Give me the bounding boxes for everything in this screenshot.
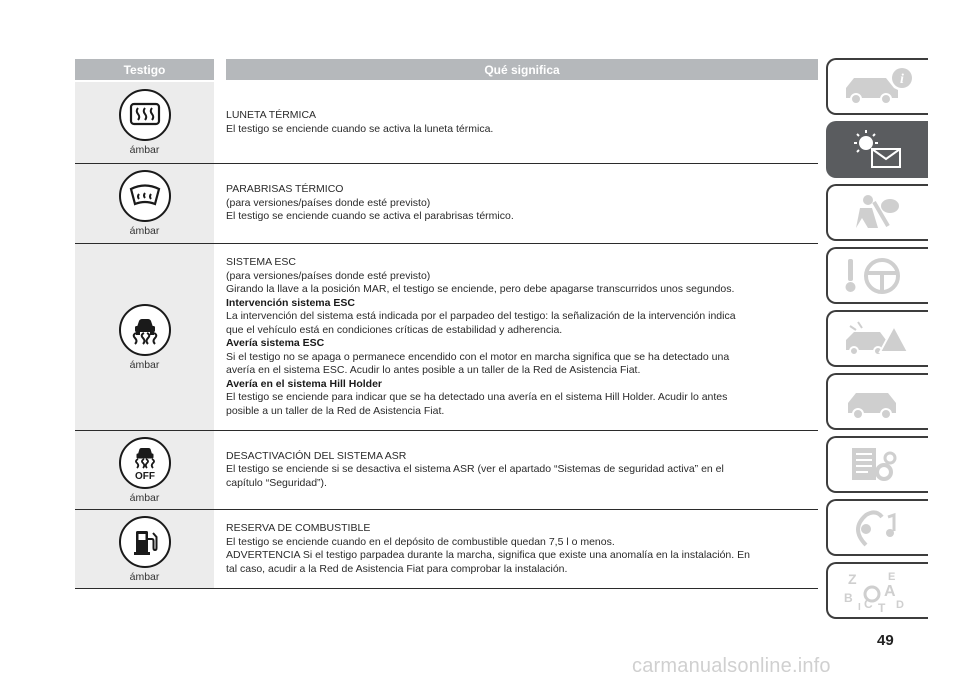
icon-cell [75,82,214,163]
icon-cell [75,431,214,509]
description-line: DESACTIVACIÓN DEL SISTEMA ASR [226,449,407,462]
tab-maintenance[interactable] [826,373,928,430]
tab-emergency[interactable] [826,310,928,367]
table-row [75,510,818,589]
chapter-tabs [826,58,928,625]
description-line: SISTEMA ESC [226,256,297,268]
description-line: (para versiones/países donde esté previsto) [226,196,431,209]
table-row [75,164,818,244]
svg-text:Z: Z [848,570,857,587]
color-label: ámbar [129,225,160,237]
header-testigo: Testigo [75,59,214,80]
esc-icon [119,304,171,356]
description-line: (para versiones/países donde esté previsto) [226,269,431,282]
page-number: 49 [877,632,894,649]
technical-data-icon [838,442,918,488]
alphabetical-index-icon [838,568,918,614]
svg-text:I: I [858,601,861,613]
description-line: El testigo se enciende cuando en el depósito de combustible quedan 7,5 l o menos. [226,535,615,548]
table-row [75,431,818,510]
color-label: ámbar [129,570,160,583]
subheading: Avería sistema ESC [226,337,325,349]
color-label: ámbar [129,144,160,156]
tab-technical-data[interactable] [826,436,928,493]
fuel-reserve-icon [119,516,171,568]
asr-off-icon [119,437,171,489]
subheading: Intervención sistema ESC [226,296,355,309]
svg-text:A: A [884,582,896,600]
description-line: El testigo se enciende cuando se activa el parabrisas térmico. [226,210,514,223]
description-line: ADVERTENCIA Si el testigo parpadea durante la marcha, significa que existe una anomalía en la instalación. En [226,549,750,561]
steering-wheel-key-icon [838,253,918,299]
svg-text:C: C [864,596,873,611]
svg-text:i: i [900,71,904,87]
warning-lights-table [75,59,818,589]
description-line: avería en el sistema ESC. Acudir lo antes posible a un taller de la Red de Asistencia Fiat. [226,364,641,376]
car-info-icon [838,64,918,110]
car-maintenance-icon [838,379,918,425]
windscreen-heating-icon [119,170,171,222]
header-que-significa: Qué significa [226,59,818,80]
table-row [75,244,818,431]
rear-window-defrost-icon [119,89,171,141]
description-line: que el vehículo está en condiciones críticas de estabilidad y adherencia. [226,323,563,336]
table-header [75,59,818,80]
icon-cell [75,164,214,243]
description-cell [214,510,818,588]
multimedia-icon [838,505,918,551]
watermark: carmanualsonline.info [632,655,831,677]
off-label: OFF [134,470,155,482]
description-line: PARABRISAS TÉRMICO [226,183,344,196]
safety-airbag-icon [838,190,918,236]
description-line: La intervención del sistema está indicada por el parpadeo del testigo: la señalización de la intervención indica [226,310,736,322]
svg-text:T: T [878,600,886,614]
emergency-car-icon [838,316,918,362]
description-line: Girando la llave a la posición MAR, el testigo se enciende, pero debe apagarse transcurridos unos segundos. [226,283,735,295]
tab-starting-driving[interactable] [826,247,928,304]
tab-warning-lights[interactable] [826,121,928,178]
color-label: ámbar [129,491,160,504]
description-line: Si el testigo no se apaga o permanece encendido con el motor en marcha significa que se ha detectado una [226,350,730,363]
subheading: Avería en el sistema Hill Holder [226,377,383,390]
description-line: LUNETA TÉRMICA [226,109,317,121]
tab-safety[interactable] [826,184,928,241]
tab-index[interactable] [826,562,928,619]
svg-text:E: E [888,570,896,583]
description-cell [214,244,818,430]
warning-lights-messages-icon [838,127,918,173]
description-line: capítulo “Seguridad”). [226,476,327,489]
description-line: El testigo se enciende cuando se activa la luneta térmica. [226,122,494,135]
description-line: tal caso, acudir a la Red de Asistencia Fiat para comprobar la instalación. [226,562,568,575]
description-cell [214,164,818,243]
description-line: RESERVA DE COMBUSTIBLE [226,522,371,534]
tab-car-info[interactable] [826,58,928,115]
description-cell [214,82,818,163]
svg-text:B: B [844,590,853,605]
description-cell [214,431,818,509]
table-row [75,82,818,164]
tab-multimedia[interactable] [826,499,928,556]
description-line: El testigo se enciende para indicar que se ha detectado una avería en el sistema Hill Holder. Acudir lo antes [226,391,728,403]
svg-text:D: D [896,598,904,611]
icon-cell [75,244,214,430]
description-line: posible a un taller de la Red de Asistencia Fiat. [226,404,445,417]
description-line: El testigo se enciende si se desactiva el sistema ASR (ver el apartado “Sistemas de seguridad activa” en el [226,463,724,476]
icon-cell [75,510,214,588]
color-label: ámbar [129,358,160,371]
